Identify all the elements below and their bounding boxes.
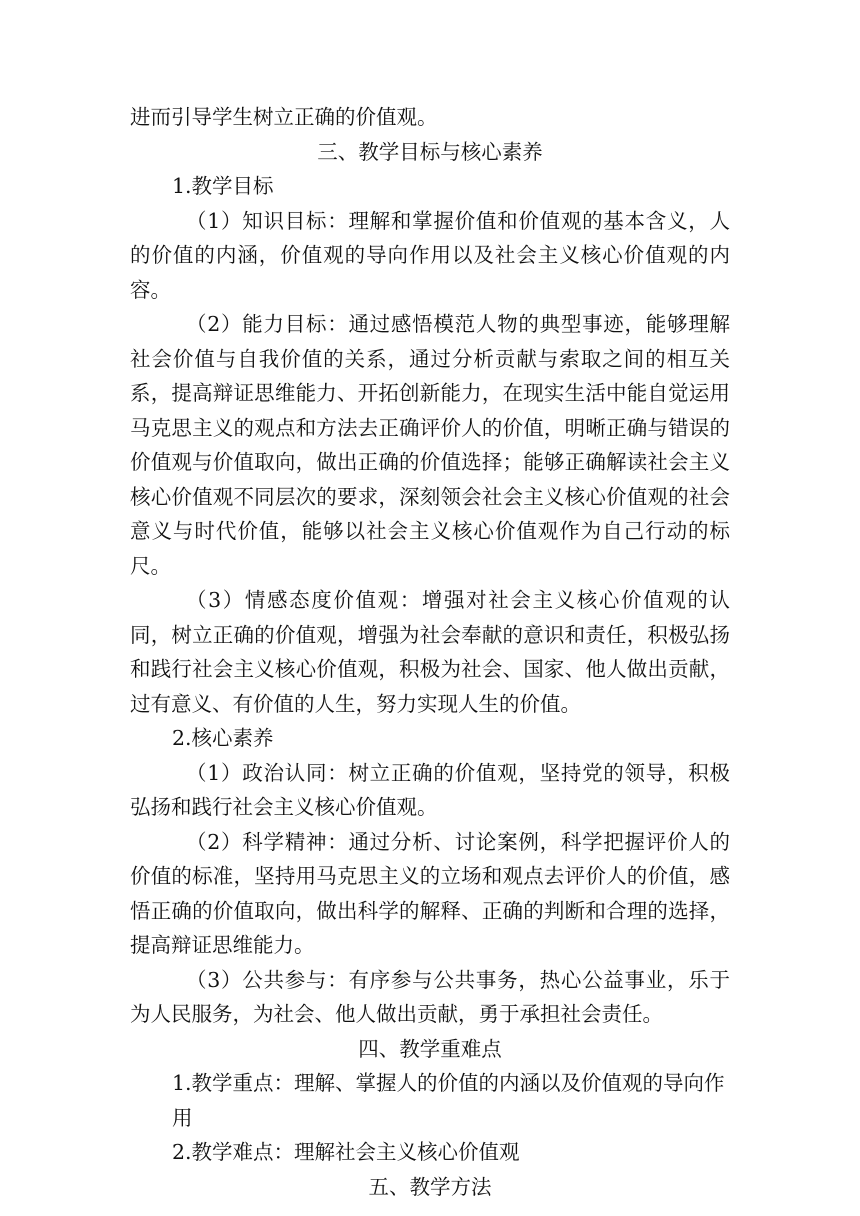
subheading-teaching-goals: 1.教学目标: [172, 174, 274, 198]
subheading-core-literacy: 2.核心素养: [172, 726, 274, 750]
continuation-text: 进而引导学生树立正确的价值观。: [130, 105, 438, 129]
document-page: [130, 100, 730, 1204]
paragraph-key-point: 1.教学重点：理解、掌握人的价值的内涵以及价值观的导向作用: [172, 1071, 725, 1130]
section-heading-objectives: 三、教学目标与核心素养: [317, 139, 543, 164]
section-heading-methods: 五、教学方法: [368, 1174, 492, 1199]
paragraph-public-participation: （3）公共参与：有序参与公共事务，热心公益事业，乐于为人民服务，为社会、他人做出贡献，勇于承担社会责任。: [130, 967, 730, 1026]
section-heading-key-points: 四、教学重难点: [358, 1036, 502, 1061]
paragraph-difficult-point: 2.教学难点：理解社会主义核心价值观: [172, 1140, 520, 1164]
paragraph-knowledge-goal: （1）知识目标：理解和掌握价值和价值观的基本含义，人的价值的内涵，价值观的导向作用以及社会主义核心价值观的内容。: [130, 208, 730, 302]
paragraph-ability-goal: （2）能力目标：通过感悟模范人物的典型事迹，能够理解社会价值与自我价值的关系，通过分析贡献与索取之间的相互关系，提高辩证思维能力、开拓创新能力，在现实生活中能自觉运用马克思主义的观点和方法去正确评价人的价值，明晰正确与错误的价值观与价值取向，做出正确的价值选择；能够正确解读社会主义核心价值观不同层次的要求，深刻领会社会主义核心价值观的社会意义与时代价值，能够以社会主义核心价值观作为自己行动的标尺。: [130, 312, 730, 578]
paragraph-political-identity: （1）政治认同：树立正确的价值观，坚持党的领导，积极弘扬和践行社会主义核心价值观。: [130, 760, 730, 819]
paragraph-attitude-goal: （3）情感态度价值观：增强对社会主义核心价值观的认同，树立正确的价值观，增强为社会奉献的意识和责任，积极弘扬和践行社会主义核心价值观，积极为社会、国家、他人做出贡献，过有意义、有价值的人生，努力实现人生的价值。: [130, 588, 730, 716]
paragraph-scientific-spirit: （2）科学精神：通过分析、讨论案例，科学把握评价人的价值的标准，坚持用马克思主义的立场和观点去评价人的价值，感悟正确的价值取向，做出科学的解释、正确的判断和合理的选择，提高辩证思维能力。: [130, 829, 730, 957]
